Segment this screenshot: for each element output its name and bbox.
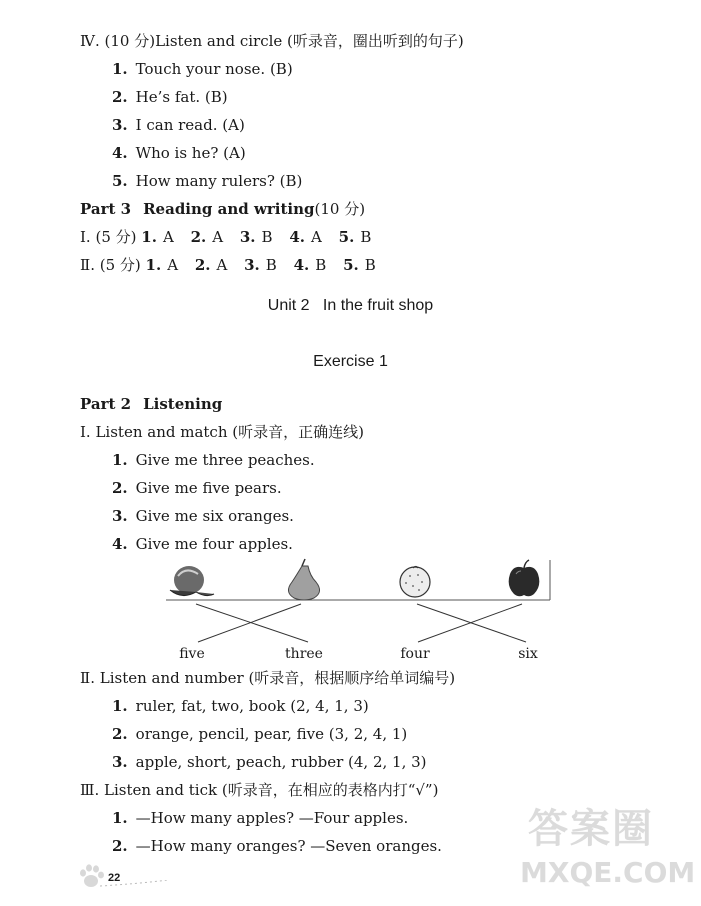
list-item bbox=[112, 143, 246, 163]
list-item bbox=[112, 808, 408, 828]
list-item bbox=[112, 450, 315, 470]
list-item bbox=[112, 171, 302, 191]
word-label: five bbox=[179, 646, 205, 662]
part-score: (10 分) bbox=[314, 200, 366, 218]
pear-icon bbox=[288, 559, 319, 600]
answer: 5. B bbox=[338, 228, 372, 246]
item-number: 2. bbox=[112, 725, 128, 743]
orange-icon bbox=[400, 567, 430, 598]
answer: 3. B bbox=[244, 256, 277, 274]
item-text: orange, pencil, pear, five (3, 2, 4, 1) bbox=[135, 725, 408, 743]
part3-heading bbox=[80, 199, 365, 219]
item-number: 2. bbox=[112, 837, 128, 855]
exercise-title: Exercise 1 bbox=[313, 353, 388, 370]
item-number: 3. bbox=[112, 753, 128, 771]
apple-icon bbox=[509, 560, 540, 596]
list-item bbox=[112, 752, 427, 772]
answer: 1. A bbox=[145, 256, 179, 274]
item-number: 2. bbox=[112, 88, 128, 106]
item-text: Give me six oranges. bbox=[135, 507, 294, 525]
row-label: Ⅱ. (5 分) bbox=[80, 256, 141, 274]
part-subtitle: Reading and writing bbox=[143, 200, 315, 218]
item-number: 2. bbox=[112, 479, 128, 497]
part2-heading bbox=[80, 394, 222, 414]
section-iv-heading: Ⅳ. (10 分)Listen and circle (听录音，圈出听到的句子) bbox=[80, 32, 464, 50]
item-number: 3. bbox=[112, 507, 128, 525]
item-text: Give me four apples. bbox=[135, 535, 293, 553]
item-number: 1. bbox=[112, 451, 128, 469]
answer: 5. B bbox=[343, 256, 376, 274]
item-text: Who is he? (A) bbox=[135, 144, 246, 162]
item-text: He’s fat. (B) bbox=[135, 88, 228, 106]
item-number: 1. bbox=[112, 60, 128, 78]
list-item bbox=[112, 115, 245, 135]
section-ii-heading: Ⅱ. Listen and number (听录音，根据顺序给单词编号) bbox=[80, 669, 456, 687]
item-text: —How many oranges? —Seven oranges. bbox=[135, 837, 442, 855]
word-label: four bbox=[400, 646, 430, 662]
part-label: Part 2 bbox=[80, 395, 132, 413]
item-text: I can read. (A) bbox=[135, 116, 245, 134]
page-number: 22 bbox=[108, 872, 121, 884]
word-label: three bbox=[285, 646, 323, 662]
item-number: 4. bbox=[112, 535, 128, 553]
row-label: Ⅰ. (5 分) bbox=[80, 228, 137, 246]
answer: 4. B bbox=[293, 256, 327, 274]
answer: 3. B bbox=[239, 228, 273, 246]
item-text: ruler, fat, two, book (2, 4, 1, 3) bbox=[135, 697, 369, 715]
answer: 4. A bbox=[289, 228, 322, 246]
item-text: How many rulers? (B) bbox=[135, 172, 303, 190]
item-number: 1. bbox=[112, 697, 128, 715]
part-subtitle: Listening bbox=[143, 395, 223, 413]
part-label: Part 3 bbox=[80, 200, 132, 218]
answer: 2. A bbox=[194, 256, 228, 274]
answer-row bbox=[80, 227, 383, 247]
list-item bbox=[112, 696, 369, 716]
answer: 2. A bbox=[190, 228, 224, 246]
list-item bbox=[112, 724, 407, 744]
list-item bbox=[112, 87, 228, 107]
matching-figure bbox=[160, 556, 560, 668]
item-text: Touch your nose. (B) bbox=[135, 60, 293, 78]
list-item bbox=[112, 506, 294, 526]
watermark-top: 答案圈 bbox=[528, 806, 654, 852]
word-label: six bbox=[518, 646, 538, 662]
answer: 1. A bbox=[141, 228, 174, 246]
section-i-heading: Ⅰ. Listen and match (听录音，正确连线) bbox=[80, 423, 364, 441]
list-item bbox=[112, 59, 293, 79]
section-iii-heading: Ⅲ. Listen and tick (听录音，在相应的表格内打“√”) bbox=[80, 781, 439, 799]
item-number: 4. bbox=[112, 144, 128, 162]
list-item bbox=[112, 478, 282, 498]
item-text: —How many apples? —Four apples. bbox=[135, 809, 409, 827]
list-item bbox=[112, 836, 442, 856]
item-text: apple, short, peach, rubber (4, 2, 1, 3) bbox=[135, 753, 427, 771]
unit-title: Unit 2 In the fruit shop bbox=[267, 297, 434, 314]
item-number: 5. bbox=[112, 172, 128, 190]
item-text: Give me five pears. bbox=[135, 479, 282, 497]
footer-dotted-line bbox=[100, 880, 170, 890]
list-item bbox=[112, 534, 293, 554]
answer-row bbox=[80, 255, 388, 275]
peach-icon bbox=[170, 566, 214, 596]
watermark-bottom: MXQE.COM bbox=[520, 856, 696, 889]
item-number: 3. bbox=[112, 116, 128, 134]
item-text: Give me three peaches. bbox=[135, 451, 315, 469]
item-number: 1. bbox=[112, 809, 128, 827]
